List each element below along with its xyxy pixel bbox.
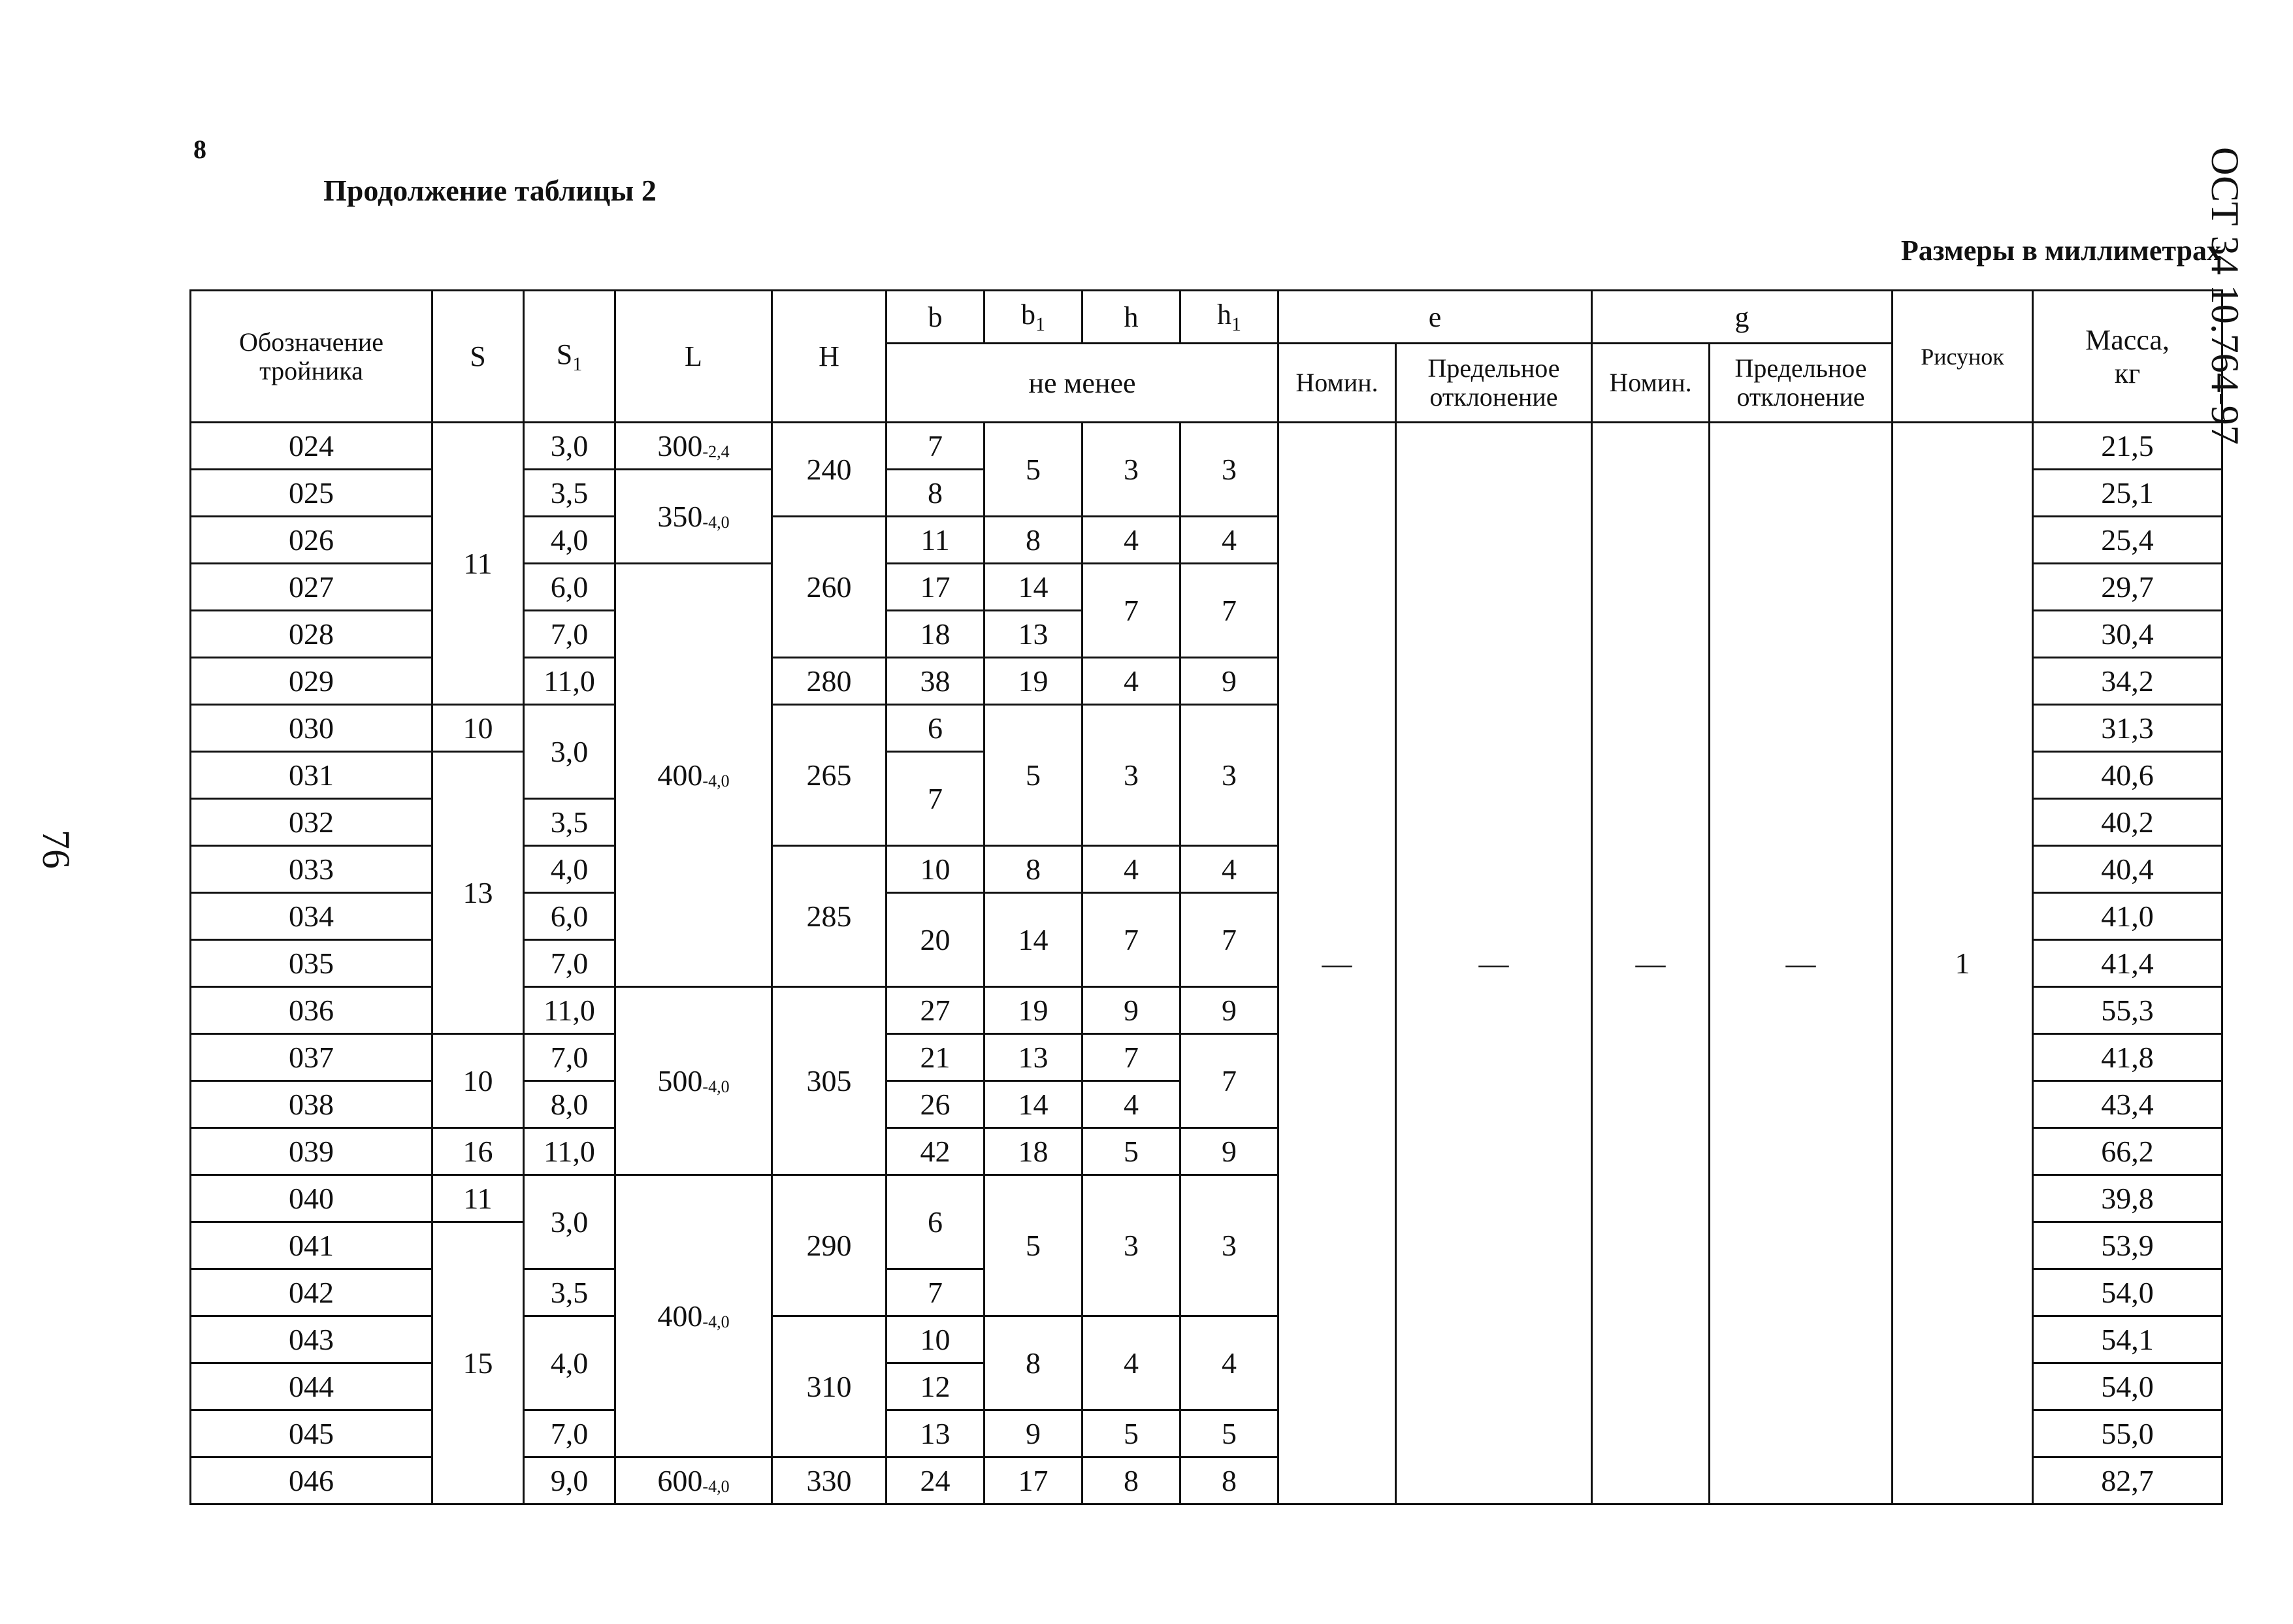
cell-designation: 024 [191,423,432,470]
cell-s1: 7,0 [524,940,615,987]
side-page-number: 76 [35,830,78,869]
cell-b1: 8 [984,846,1082,893]
cell-b1: 8 [984,1316,1082,1410]
cell-h1: 3 [1180,423,1278,517]
cell-designation: 028 [191,611,432,658]
cell-h-height: 265 [772,705,886,846]
cell-designation: 043 [191,1316,432,1363]
cell-h: 4 [1082,517,1180,564]
cell-b: 7 [886,423,984,470]
header-b: b [886,291,984,344]
cell-h-height: 260 [772,517,886,658]
cell-s1: 7,0 [524,1410,615,1457]
header-g-nominal: Номин. [1592,344,1710,423]
cell-l: 300-2,4 [615,423,772,470]
cell-s1: 6,0 [524,893,615,940]
cell-h: 8 [1082,1457,1180,1504]
cell-mass: 21,5 [2033,423,2222,470]
cell-mass: 30,4 [2033,611,2222,658]
header-e-tolerance: Предельное отклонение [1396,344,1592,423]
cell-mass: 54,0 [2033,1269,2222,1316]
cell-s1: 3,5 [524,1269,615,1316]
cell-s1: 4,0 [524,517,615,564]
cell-b1: 14 [984,893,1082,987]
cell-h1: 3 [1180,1175,1278,1316]
cell-mass: 66,2 [2033,1128,2222,1175]
cell-b: 13 [886,1410,984,1457]
cell-b1: 5 [984,1175,1082,1316]
cell-designation: 038 [191,1081,432,1128]
cell-s: 10 [432,1034,524,1128]
dimensions-table [189,289,2223,1505]
cell-b1: 17 [984,1457,1082,1504]
cell-designation: 033 [191,846,432,893]
cell-g-tolerance: — [1710,423,1893,1504]
cell-designation: 036 [191,987,432,1034]
cell-b: 7 [886,1269,984,1316]
cell-b1: 13 [984,1034,1082,1081]
cell-h-height: 305 [772,987,886,1175]
cell-s1: 11,0 [524,987,615,1034]
cell-h-height: 310 [772,1316,886,1457]
cell-b1: 14 [984,564,1082,611]
cell-h: 5 [1082,1410,1180,1457]
cell-s1: 6,0 [524,564,615,611]
cell-h: 7 [1082,893,1180,987]
cell-mass: 54,1 [2033,1316,2222,1363]
cell-b1: 9 [984,1410,1082,1457]
cell-mass: 55,0 [2033,1410,2222,1457]
cell-figure: 1 [1893,423,2033,1504]
cell-s: 15 [432,1222,524,1504]
cell-h-height: 280 [772,658,886,705]
cell-b: 10 [886,846,984,893]
cell-mass: 40,2 [2033,799,2222,846]
cell-s1: 3,0 [524,423,615,470]
cell-h: 3 [1082,705,1180,846]
cell-b: 38 [886,658,984,705]
cell-designation: 042 [191,1269,432,1316]
cell-b: 24 [886,1457,984,1504]
cell-l: 400-4,0 [615,564,772,987]
cell-designation: 044 [191,1363,432,1410]
header-g: g [1592,291,1893,344]
header-g-tolerance: Предельное отклонение [1710,344,1893,423]
header-e: e [1278,291,1592,344]
cell-designation: 025 [191,470,432,517]
cell-l: 400-4,0 [615,1175,772,1457]
header-l: L [615,291,772,423]
cell-h-height: 285 [772,846,886,987]
cell-mass: 40,6 [2033,752,2222,799]
cell-h: 3 [1082,423,1180,517]
cell-b1: 19 [984,658,1082,705]
cell-designation: 046 [191,1457,432,1504]
cell-mass: 25,4 [2033,517,2222,564]
cell-s1: 3,0 [524,1175,615,1269]
cell-l: 500-4,0 [615,987,772,1175]
cell-s: 10 [432,705,524,752]
cell-designation: 035 [191,940,432,987]
cell-h-height: 240 [772,423,886,517]
header-h-height: H [772,291,886,423]
cell-b: 21 [886,1034,984,1081]
cell-b: 27 [886,987,984,1034]
cell-designation: 030 [191,705,432,752]
cell-b1: 18 [984,1128,1082,1175]
cell-b: 18 [886,611,984,658]
cell-h1: 8 [1180,1457,1278,1504]
cell-h: 4 [1082,846,1180,893]
cell-s: 11 [432,1175,524,1222]
cell-designation: 040 [191,1175,432,1222]
cell-s1: 3,0 [524,705,615,799]
cell-designation: 041 [191,1222,432,1269]
cell-h1: 4 [1180,846,1278,893]
cell-mass: 40,4 [2033,846,2222,893]
cell-b: 8 [886,470,984,517]
cell-b: 26 [886,1081,984,1128]
cell-b: 10 [886,1316,984,1363]
header-mass: Масса, кг [2033,291,2222,423]
cell-mass: 55,3 [2033,987,2222,1034]
header-e-nominal: Номин. [1278,344,1396,423]
cell-s1: 7,0 [524,611,615,658]
cell-s1: 3,5 [524,470,615,517]
cell-mass: 31,3 [2033,705,2222,752]
cell-b: 11 [886,517,984,564]
cell-designation: 031 [191,752,432,799]
cell-b1: 5 [984,705,1082,846]
cell-mass: 43,4 [2033,1081,2222,1128]
cell-s1: 3,5 [524,799,615,846]
cell-designation: 026 [191,517,432,564]
cell-designation: 029 [191,658,432,705]
cell-mass: 39,8 [2033,1175,2222,1222]
cell-s1: 4,0 [524,846,615,893]
cell-mass: 54,0 [2033,1363,2222,1410]
cell-e-nominal: — [1278,423,1396,1504]
cell-g-nominal: — [1592,423,1710,1504]
cell-b: 7 [886,752,984,846]
cell-h1: 9 [1180,658,1278,705]
header-figure: Рисунок [1893,291,2033,423]
cell-e-tolerance: — [1396,423,1592,1504]
units-note: Размеры в миллиметрах [1900,235,2221,267]
cell-b: 6 [886,1175,984,1269]
cell-mass: 25,1 [2033,470,2222,517]
cell-h: 5 [1082,1128,1180,1175]
cell-h1: 7 [1180,1034,1278,1128]
cell-mass: 41,4 [2033,940,2222,987]
cell-h: 9 [1082,987,1180,1034]
cell-h1: 9 [1180,987,1278,1034]
cell-mass: 34,2 [2033,658,2222,705]
cell-b1: 14 [984,1081,1082,1128]
cell-mass: 53,9 [2033,1222,2222,1269]
cell-b: 17 [886,564,984,611]
cell-h: 4 [1082,1081,1180,1128]
header-h: h [1082,291,1180,344]
cell-s1: 9,0 [524,1457,615,1504]
cell-b1: 13 [984,611,1082,658]
cell-h-height: 330 [772,1457,886,1504]
cell-b1: 8 [984,517,1082,564]
header-not-less: не менее [886,344,1278,423]
table-caption: Продолжение таблицы 2 [323,174,657,207]
cell-b1: 5 [984,423,1082,517]
cell-h1: 7 [1180,893,1278,987]
header-designation: Обозначение тройника [191,291,432,423]
cell-h: 4 [1082,658,1180,705]
cell-h1: 9 [1180,1128,1278,1175]
cell-s: 13 [432,752,524,1034]
cell-b: 6 [886,705,984,752]
cell-h1: 7 [1180,564,1278,658]
cell-s: 11 [432,423,524,705]
cell-designation: 032 [191,799,432,846]
cell-designation: 027 [191,564,432,611]
cell-h-height: 290 [772,1175,886,1316]
cell-h: 4 [1082,1316,1180,1410]
cell-s1: 11,0 [524,1128,615,1175]
cell-b: 12 [886,1363,984,1410]
cell-designation: 045 [191,1410,432,1457]
cell-b1: 19 [984,987,1082,1034]
cell-h1: 4 [1180,517,1278,564]
header-h1: $h_1$ [1180,291,1278,344]
header-s1: $S_1$ [524,291,615,423]
cell-l: 600-4,0 [615,1457,772,1504]
cell-l: 350-4,0 [615,470,772,564]
cell-s1: 8,0 [524,1081,615,1128]
cell-s1: 4,0 [524,1316,615,1410]
cell-s1: 11,0 [524,658,615,705]
cell-h1: 4 [1180,1316,1278,1410]
cell-b: 42 [886,1128,984,1175]
header-b1: $b_1$ [984,291,1082,344]
cell-s: 16 [432,1128,524,1175]
cell-mass: 41,8 [2033,1034,2222,1081]
cell-h1: 3 [1180,705,1278,846]
cell-mass: 41,0 [2033,893,2222,940]
cell-h1: 5 [1180,1410,1278,1457]
cell-b: 20 [886,893,984,987]
cell-designation: 039 [191,1128,432,1175]
cell-h: 7 [1082,564,1180,658]
cell-h: 3 [1082,1175,1180,1316]
cell-h: 7 [1082,1034,1180,1081]
cell-s1: 7,0 [524,1034,615,1081]
cell-designation: 034 [191,893,432,940]
cell-mass: 82,7 [2033,1457,2222,1504]
cell-designation: 037 [191,1034,432,1081]
page-number-top: 8 [193,135,206,164]
side-document-code: ОСТ 34 10.764-97 [2204,147,2247,445]
header-s: S [432,291,524,423]
table-row [191,423,2222,470]
cell-mass: 29,7 [2033,564,2222,611]
